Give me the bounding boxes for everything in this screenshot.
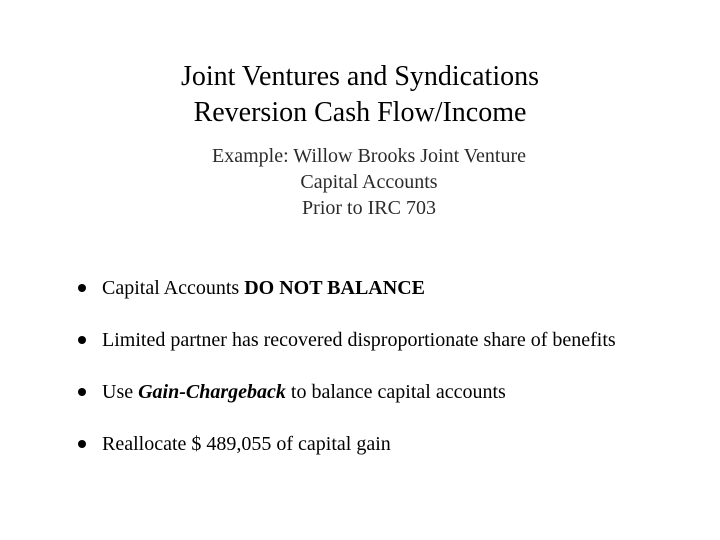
bullet-icon bbox=[78, 440, 86, 448]
slide-subtitle: Reversion Cash Flow/Income bbox=[193, 97, 527, 128]
bullet-text: Limited partner has recovered disproportionate share of benefits bbox=[102, 329, 616, 351]
bullet-list bbox=[78, 270, 708, 478]
bullet-icon bbox=[78, 284, 86, 292]
example-line-1: Example: Willow Brooks Joint Venture bbox=[212, 145, 526, 167]
example-line-2: Capital Accounts bbox=[300, 171, 438, 193]
example-heading bbox=[0, 143, 720, 221]
bullet-item-gain-chargeback bbox=[78, 374, 708, 426]
bullet-item-limited-partner bbox=[78, 322, 708, 374]
bullet-icon bbox=[78, 388, 86, 396]
bullet-icon bbox=[78, 336, 86, 344]
bullet-item-reallocate bbox=[78, 426, 708, 478]
example-line-3: Prior to IRC 703 bbox=[302, 197, 436, 219]
bullet-emphasis: Gain-Chargeback bbox=[138, 381, 286, 403]
slide-title: Joint Ventures and Syndications bbox=[180, 61, 539, 92]
bullet-emphasis: DO NOT BALANCE bbox=[244, 277, 425, 299]
bullet-item-capital-accounts bbox=[78, 270, 708, 322]
bullet-suffix: to balance capital accounts bbox=[285, 381, 506, 403]
bullet-text: Capital Accounts bbox=[102, 277, 245, 299]
bullet-text: Reallocate $ 489,055 of capital gain bbox=[102, 433, 391, 455]
bullet-prefix: Use bbox=[102, 381, 139, 403]
